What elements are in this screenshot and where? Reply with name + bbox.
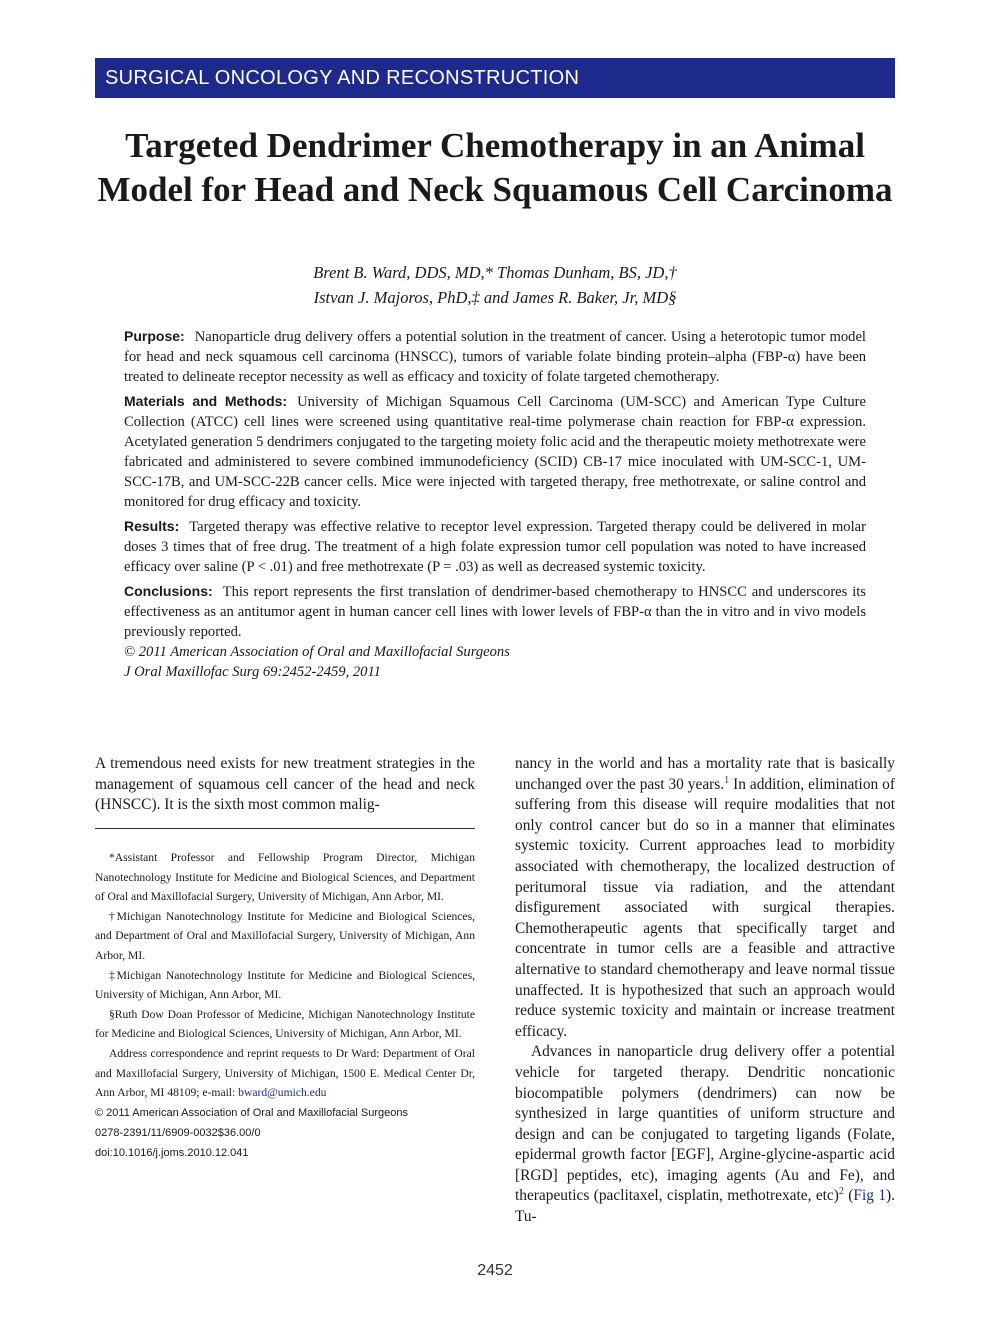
abstract-results — [124, 516, 866, 577]
body-paragraph-1 — [515, 754, 895, 1042]
paragraph-1-text-a: nancy in the world and has a mortality rate that is basically unchanged over the past 30 years. — [515, 755, 895, 793]
footnote-author-2: †Michigan Nanotechnology Institute for Medicine and Biological Sciences, and Department of Oral and Maxillofacial Surgery, University of Michigan, Ann Arbor, MI. — [95, 909, 475, 962]
figure-1-link[interactable]: Fig 1 — [853, 1187, 887, 1205]
author-line-1: Brent B. Ward, DDS, MD,* Thomas Dunham, BS, JD,† — [313, 263, 677, 282]
footnote-author-1: *Assistant Professor and Fellowship Program Director, Michigan Nanotechnology Institute for Medicine and Biological Sciences, and Department of Oral and Maxillofacial Surgery, University of Michigan, Ann Arbor, MI. — [95, 851, 475, 904]
author-list — [95, 260, 895, 310]
body-column-left — [95, 754, 475, 816]
purpose-text: Nanoparticle drug delivery offers a potential solution in the treatment of cancer. Using a heterotopic tumor model for head and neck squamous cell carcinoma (HNSCC), tumors of variable folate binding protein–alpha (FBP-α) have been treated to delineate receptor necessity as well as efficacy and toxicity of folate targeted chemotherapy. — [124, 329, 866, 385]
body-column-right — [515, 754, 895, 1228]
conclusions-label: Conclusions: — [124, 583, 213, 599]
footnote-divider — [95, 828, 475, 829]
footnote-copyright: © 2011 American Association of Oral and Maxillofacial Surgeons — [95, 1106, 409, 1119]
body-paragraph-2 — [515, 1042, 895, 1227]
footnote-doi: doi:10.1016/j.joms.2010.12.041 — [95, 1146, 249, 1159]
abstract-conclusions — [124, 581, 866, 642]
methods-text: University of Michigan Squamous Cell Carcinoma (UM-SCC) and American Type Culture Collection (ATCC) cell lines were screened using quantitative real-time polymerase chain reaction for FBP-α expression. Acetylated generation 5 dendrimers conjugated to the targeting moiety folic acid and the therapeutic moiety methotrexate were fabricated and administered to severe combined immunodeficiency (SCID) CB-17 mice inoculated with UM-SCC-1, UM-SCC-17B, and UM-SCC-22B cancer cells. Mice were injected with targeted therapy, free methotrexate, or saline control and monitored for drug efficacy and toxicity. — [124, 394, 866, 510]
abstract-methods — [124, 391, 866, 512]
page-number: 2452 — [477, 1262, 513, 1279]
abstract-purpose — [124, 326, 866, 387]
paragraph-2-text-a: Advances in nanoparticle drug delivery offer a potential vehicle for targeted therapy. Dendritic noncationic biocompatible polymers (dendrimers) can now be synthesized in large quantities of uniform structure and design and can be conjugated to targeting ligands (Folate, epidermal growth factor [EGF], Argine-glycine-aspartic acid [RGD] peptides, etc), imaging agents (Au and Fe), and therapeutics (paclitaxel, cisplatin, methotrexate, etc) — [515, 1043, 895, 1205]
reference-2-link[interactable]: 2 — [838, 1186, 844, 1198]
paragraph-2-paren: ( — [843, 1187, 854, 1205]
results-label: Results: — [124, 518, 180, 534]
email-link[interactable]: bward@umich.edu — [238, 1086, 327, 1100]
abstract-citation: J Oral Maxillofac Surg 69:2452-2459, 2011 — [124, 664, 381, 680]
purpose-label: Purpose: — [124, 328, 185, 344]
author-line-2: Istvan J. Majoros, PhD,‡ and James R. Baker, Jr, MD§ — [313, 288, 677, 307]
paragraph-1-text-b: In addition, elimination of suffering from this disease will require modalities that not only control cancer but do so in a manner that eliminates systemic toxicity. Current approaches lead to morbidity associated with chemotherapy, the localized destruction of peritumoral tissue via radiation, and the attendant disfigurement associated with surgical therapies. Chemotherapeutic agents that specifically target and concentrate in tumor cells are a feasible and attractive alternative to standard chemotherapy and leave normal tissue unaffected. It is hypothesized that such an approach would reduce systemic toxicity and maintain or increase treatment efficacy. — [515, 775, 895, 1040]
reference-1-link[interactable]: 1 — [724, 774, 730, 786]
abstract — [124, 326, 866, 682]
article-title: Targeted Dendrimer Chemotherapy in an Animal Model for Head and Neck Squamous Cell Carcinoma — [97, 126, 893, 209]
footnote-author-4: §Ruth Dow Doan Professor of Medicine, Michigan Nanotechnology Institute for Medicine and Biological Sciences, University of Michigan, Ann Arbor, MI. — [95, 1007, 475, 1041]
footnote-issn: 0278-2391/11/6909-0032$36.00/0 — [95, 1126, 261, 1139]
methods-label: Materials and Methods: — [124, 393, 288, 409]
footnote-author-3: ‡Michigan Nanotechnology Institute for Medicine and Biological Sciences, University of Michigan, Ann Arbor, MI. — [95, 968, 475, 1002]
correspondence-text: Address correspondence and reprint requests to Dr Ward: Department of Oral and Maxillofacial Surgery, University of Michigan, 1500 E. Medical Center Dr, Ann Arbor, MI 48109; e-mail: — [95, 1046, 475, 1100]
paragraph-2-text-b: ). Tu- — [515, 1187, 895, 1226]
footnote-correspondence — [95, 1044, 475, 1103]
abstract-copyright: © 2011 American Association of Oral and Maxillofacial Surgeons — [124, 644, 510, 660]
intro-paragraph: A tremendous need exists for new treatment strategies in the management of squamous cell cancer of the head and neck (HNSCC). It is the sixth most common malig- — [95, 755, 475, 814]
results-text: Targeted therapy was effective relative to receptor level expression. Targeted therapy could be delivered in molar doses 3 times that of free drug. The treatment of a high folate expression tumor cell population was noted to have increased efficacy over saline (P < .01) and free methotrexate (P = .03) as well as decreased systemic toxicity. — [124, 519, 866, 575]
section-banner: SURGICAL ONCOLOGY AND RECONSTRUCTION — [95, 58, 895, 98]
footnotes — [95, 848, 475, 1163]
conclusions-text: This report represents the first translation of dendrimer-based chemotherapy to HNSCC and underscores its effectiveness as an antitumor agent in human cancer cell lines with lower levels of FBP-α than the in vitro and in vivo models previously reported. — [124, 584, 866, 640]
